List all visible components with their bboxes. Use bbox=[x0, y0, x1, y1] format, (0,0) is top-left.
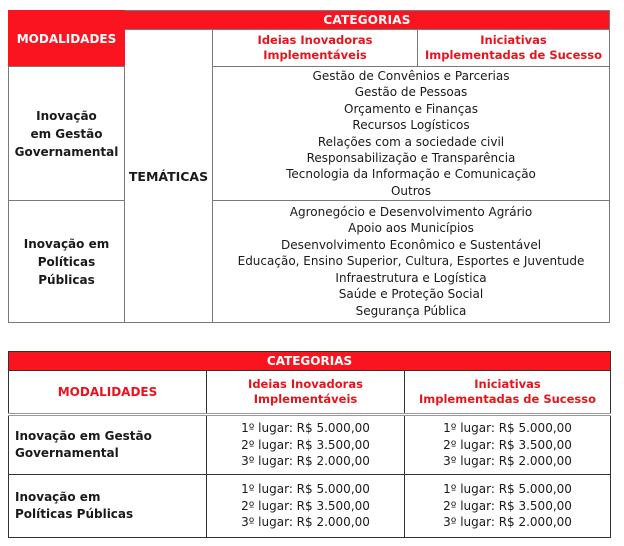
category-ideias-line2: Implementáveis bbox=[253, 392, 358, 406]
modality-line: Inovação em Gestão bbox=[15, 429, 152, 443]
category-ideias-line1: Ideias Inovadoras bbox=[257, 33, 373, 47]
modality-line: Políticas Públicas bbox=[37, 254, 96, 287]
category-iniciativas-line1: Iniciativas bbox=[480, 33, 547, 47]
prize-item: 2º lugar: R$ 3.500,00 bbox=[241, 437, 370, 452]
theme-item: Segurança Pública bbox=[355, 303, 467, 318]
theme-item: Outros bbox=[390, 183, 432, 198]
modalities-header: MODALIDADES bbox=[9, 371, 207, 415]
modality-line: Políticas Públicas bbox=[15, 507, 134, 521]
themes-list-politicas bbox=[213, 201, 610, 323]
themes-list-gestao bbox=[213, 67, 610, 201]
thematics-label: TEMÁTICAS bbox=[125, 30, 213, 323]
table-row bbox=[9, 475, 611, 538]
modality-line: Governamental bbox=[14, 144, 119, 159]
theme-item: Orçamento e Finanças bbox=[344, 101, 478, 116]
prize-item: 1º lugar: R$ 5.000,00 bbox=[443, 482, 572, 497]
prize-item: 2º lugar: R$ 3.500,00 bbox=[443, 498, 572, 513]
modality-gestao-governamental bbox=[9, 415, 207, 475]
modalities-header: MODALIDADES bbox=[9, 11, 125, 67]
modality-line: em Gestão bbox=[30, 126, 103, 141]
modality-line: Inovação em bbox=[23, 236, 110, 251]
thematics-table bbox=[8, 10, 610, 323]
theme-item: Apoio aos Municípios bbox=[348, 221, 474, 236]
prize-item: 3º lugar: R$ 2.000,00 bbox=[241, 515, 370, 530]
prize-item: 2º lugar: R$ 3.500,00 bbox=[443, 437, 572, 452]
prizes-iniciativas-politicas bbox=[405, 475, 611, 538]
prize-item: 1º lugar: R$ 5.000,00 bbox=[241, 421, 370, 436]
theme-item: Saúde e Proteção Social bbox=[338, 287, 484, 302]
categories-header: CATEGORIAS bbox=[125, 11, 610, 30]
theme-item: Gestão de Convênios e Parcerias bbox=[312, 68, 510, 83]
category-iniciativas-header bbox=[418, 30, 610, 67]
table-row bbox=[9, 415, 611, 475]
category-ideias-header bbox=[213, 30, 418, 67]
category-iniciativas-line1: Iniciativas bbox=[474, 377, 541, 391]
theme-item: Responsabilização e Transparência bbox=[306, 150, 516, 165]
prizes-ideias-politicas bbox=[207, 475, 405, 538]
prizes-ideias-gestao bbox=[207, 415, 405, 475]
category-iniciativas-header bbox=[405, 371, 611, 415]
prize-item: 3º lugar: R$ 2.000,00 bbox=[241, 454, 370, 469]
modality-line: Inovação bbox=[36, 108, 97, 123]
prizes-iniciativas-gestao bbox=[405, 415, 611, 475]
table-row bbox=[9, 67, 610, 201]
theme-item: Tecnologia da Informação e Comunicação bbox=[286, 167, 536, 182]
modality-gestao-governamental bbox=[9, 67, 125, 201]
modality-politicas-publicas bbox=[9, 201, 125, 323]
modality-politicas-publicas bbox=[9, 475, 207, 538]
theme-item: Desenvolvimento Econômico e Sustentável bbox=[280, 237, 542, 252]
category-iniciativas-line2: Implementadas de Sucesso bbox=[419, 392, 597, 406]
theme-item: Infraestrutura e Logística bbox=[335, 270, 487, 285]
prize-item: 1º lugar: R$ 5.000,00 bbox=[241, 482, 370, 497]
categories-header: CATEGORIAS bbox=[9, 352, 611, 371]
modality-line: Governamental bbox=[15, 446, 119, 460]
prize-item: 3º lugar: R$ 2.000,00 bbox=[443, 515, 572, 530]
theme-item: Relações com a sociedade civil bbox=[317, 134, 505, 149]
theme-item: Educação, Ensino Superior, Cultura, Esportes e Juventude bbox=[237, 254, 585, 269]
theme-item: Recursos Logísticos bbox=[352, 118, 470, 133]
category-ideias-line1: Ideias Inovadoras bbox=[248, 377, 363, 391]
prize-item: 2º lugar: R$ 3.500,00 bbox=[241, 498, 370, 513]
category-iniciativas-line2: Implementadas de Sucesso bbox=[425, 48, 603, 62]
modality-line: Inovação em bbox=[15, 490, 101, 504]
category-ideias-line2: Implementáveis bbox=[263, 48, 367, 62]
prize-item: 3º lugar: R$ 2.000,00 bbox=[443, 454, 572, 469]
prizes-table bbox=[8, 351, 611, 538]
theme-item: Gestão de Pessoas bbox=[354, 85, 468, 100]
category-ideias-header bbox=[207, 371, 405, 415]
prize-item: 1º lugar: R$ 5.000,00 bbox=[443, 421, 572, 436]
theme-item: Agronegócio e Desenvolvimento Agrário bbox=[289, 205, 533, 220]
table-row bbox=[9, 201, 610, 323]
